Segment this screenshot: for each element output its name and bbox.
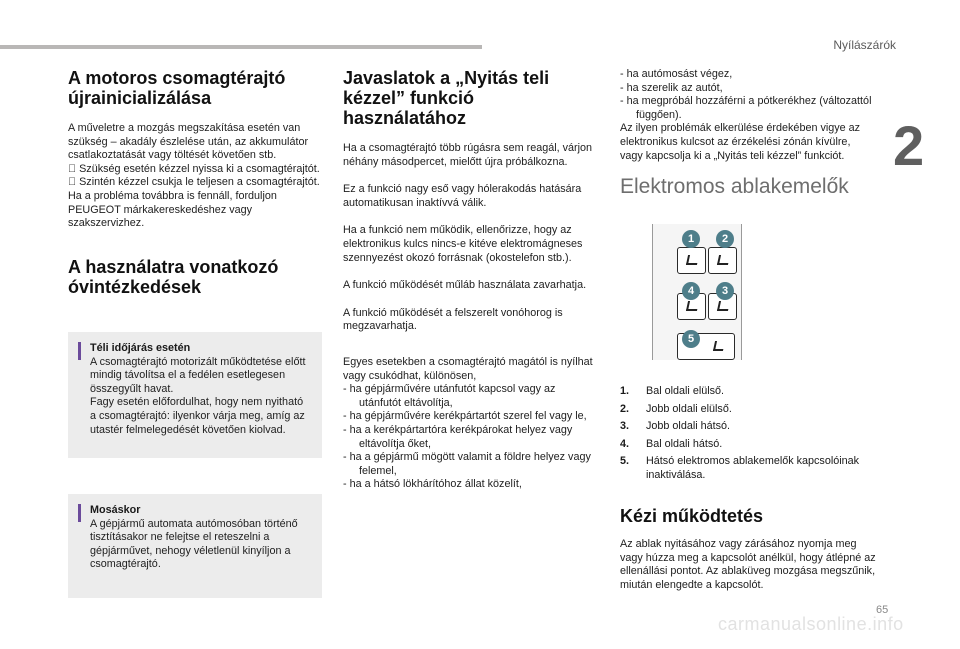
paragraph: Ez a funkció nagy eső vagy hólerakodás hatására automatikusan inaktívvá válik. — [343, 183, 582, 209]
window-icon — [717, 255, 730, 265]
list-item: - ha gépjárművére kerékpártartót szerel fel vagy le, — [343, 410, 587, 423]
window-icon — [686, 301, 699, 311]
list-item: - ha gépjárművére utánfutót kapcsol vagy az utánfutót eltávolítja, — [343, 383, 556, 409]
callout-badge: 3 — [716, 282, 734, 300]
heading-precautions: A használatra vonatkozó óvintézkedések — [68, 256, 279, 297]
list-item: - ha szerelik az autót, — [620, 81, 723, 94]
page-number: 65 — [876, 604, 889, 616]
callout-badge: 1 — [682, 230, 700, 248]
heading-manual-operation: Kézi működtetés — [620, 506, 764, 526]
header-bar — [0, 45, 482, 49]
watermark: carmanualsonline.info — [718, 614, 904, 634]
info-marker-icon — [78, 342, 81, 360]
window-switch-front-right — [708, 247, 737, 274]
paragraph: A funkció működését műláb használata zavarhatja. — [343, 279, 587, 292]
callout-badge: 4 — [682, 282, 700, 300]
bullet-item: Szükség esetén kézzel nyissa ki a csomagtérajtót. — [68, 162, 309, 175]
paragraph: Egyes esetekben a csomagtérajtó magától is nyílhat vagy csukódhat, különösen, — [343, 355, 593, 382]
list-item: - ha a kerékpártartóra kerékpárokat helyez vagy eltávolítja őket, — [343, 423, 573, 450]
list-item: - ha megpróbál hozzáférni a pótkerékhez (változattól függően). — [620, 95, 872, 121]
legend-list — [620, 385, 876, 483]
paragraph: A műveletre a mozgás megszakítása esetén van szükség – akadály észlelése után, az akkumulátor csatlakoztatását vagy töltését követően stb. — [68, 122, 309, 162]
list-item: - ha a hátsó lökhárítóhoz állat közelít, — [343, 478, 522, 491]
tip-box-winter — [68, 332, 322, 458]
section-title: Nyílászárók — [833, 38, 896, 52]
legend-item: 4. Bal oldali hátsó. — [620, 437, 723, 450]
tip-box-washing — [68, 494, 322, 598]
legend-item: 3. Jobb oldali hátsó. — [620, 420, 731, 433]
info-marker-icon — [78, 504, 81, 522]
paragraph: Ha a probléma továbbra is fennáll, forduljon PEUGEOT márkakereskedéshez vagy szakszervizhez. — [68, 189, 277, 230]
heading-reinit: A motoros csomagtérajtó újrainicializálása — [68, 68, 286, 108]
legend-item: 5. Hátsó elektromos ablakemelők kapcsolóinak inaktiválása. — [620, 455, 860, 481]
column-3 — [620, 68, 876, 199]
window-switch-panel — [652, 224, 742, 360]
heading-power-windows: Elektromos ablakemelők — [620, 175, 849, 199]
window-switch-front-left — [677, 247, 706, 274]
tip-title: Téli időjárás esetén — [90, 342, 191, 354]
bullet-item: Szintén kézzel csukja le teljesen a csomagtérajtót. — [68, 176, 309, 189]
window-icon — [686, 255, 699, 265]
window-icon — [717, 301, 730, 311]
column-2 — [343, 68, 599, 492]
callout-badge: 2 — [716, 230, 734, 248]
column-1 — [68, 68, 324, 297]
heading-handsfree-tips: Javaslatok a „Nyitás teli kézzel” funkció használatához — [343, 68, 550, 128]
list-item: - ha a gépjármű mögött valamit a földre helyez vagy felemel, — [343, 451, 591, 477]
manual-operation-section — [620, 506, 878, 592]
paragraph: Ha a csomagtérajtó több rúgásra sem reagál, várjon néhány másodpercet, mielőtt újra próbálkozna. — [343, 142, 593, 168]
tip-text: A csomagtérajtó motorizált működtetése előtt mindig távolítsa el a fedélen esetlegesen összegyűlt havat. Fagy esetén előfordulhat, hogy nem nyitható a csomagtérajtó: ilyenkor várja meg, amíg az utastér felmelegedését követően kiolvad. — [90, 355, 306, 436]
paragraph: Az ablak nyitásához vagy zárásához nyomja meg vagy húzza meg a kapcsolót anélkül, hogy átlépné az ellenállási pontot. Az ablaküveg mozgása megszűnik, miután elengedte a kapcsolót. — [620, 538, 876, 591]
window-lock-icon — [713, 341, 725, 351]
callout-badge: 5 — [682, 330, 700, 348]
paragraph: Az ilyen problémák elkerülése érdekében vigye az elektronikus kulcsot az érzékelési zónán kívülre, vagy kapcsolja ki a „Nyitás teli kézzel” funkciót. — [620, 122, 861, 162]
panel-edge — [741, 224, 742, 360]
legend-item: 1. Bal oldali elülső. — [620, 385, 725, 397]
chapter-number: 2 — [893, 114, 925, 177]
legend-item: 2. Jobb oldali elülső. — [620, 402, 732, 415]
paragraph: Ha a funkció nem működik, ellenőrizze, hogy az elektronikus kulcs nincs-e kitéve elektromágneses szennyezést okozó forrásnak (okostelefon stb.). — [343, 224, 583, 264]
panel-edge — [652, 224, 653, 360]
paragraph: A funkció működését a felszerelt vonóhorog is megzavarhatja. — [343, 306, 563, 333]
tip-text: A gépjármű automata autómosóban történő tisztításakor ne felejtse el reteszelni a gépjárművet, nehogy véletlenül kinyíljon a csomagtérajtó. — [90, 517, 298, 571]
tip-title: Mosáskor — [90, 504, 141, 516]
list-item: - ha autómosást végez, — [620, 68, 733, 80]
